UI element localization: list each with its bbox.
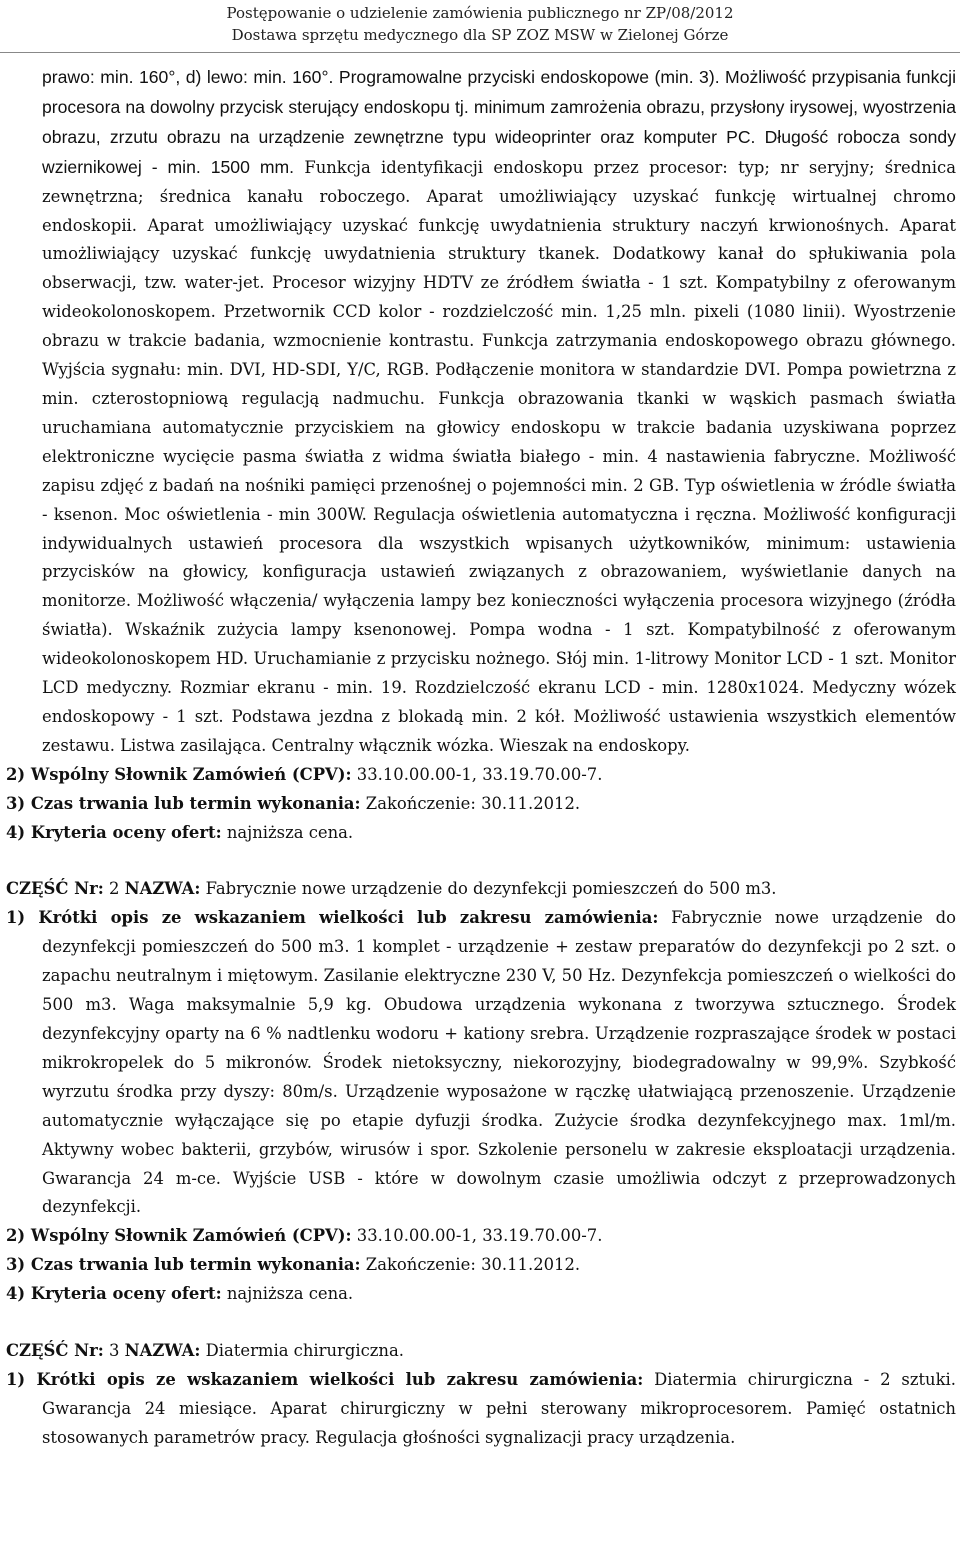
criteria-label: 4) Kryteria oceny ofert: (6, 1284, 222, 1304)
part-number: 3 (103, 1341, 125, 1361)
part2-heading (6, 875, 956, 904)
criteria-value: najniższa cena. (221, 1284, 354, 1304)
part2-cpv (6, 1222, 956, 1251)
part1-text-serif: Funkcja identyfikacji endoskopu przez procesor: typ; nr seryjny; średnica zewnętrzna; średnica kanału roboczego. Aparat umożliwiający uzyskać funkcję wirtualnej chromo endoskopii. Aparat umożliwiający uzyskać funkcję uwydatnienia struktury naczyń krwionośnych. Aparat umożliwiający uzyskać funkcję uwydatnienia struktury tkanek. Dodatkowy kanał do spłukiwania pola obserwacji, tzw. water-jet. Procesor wizyjny HDTV ze źródłem światła - 1 szt. Kompatybilny z oferowanym wideokolonoskopem. Przetwornik CCD kolor - rozdzielczość min. 1,25 mln. pixeli (1080 linii). Wyostrzenie obrazu w trakcie badania, wzmocnienie kontrastu. Funkcja zatrzymania endoskopowego obrazu głównego. Wyjścia sygnału: min. DVI, HD-SDI, Y/C, RGB. Podłączenie monitora w standardzie DVI. Pompa powietrzna z min. czterostopniową regulacją nadmuchu. Funkcja obrazowania tkanki w wąskich pasmach światła uruchamiana automatycznie przyciskiem na głowicy endoskopu w trakcie badania uzyskiwana poprzez elektroniczne wycięcie pasma światła z widma światła białego - min. 4 nastawienia fabryczne. Możliwość zapisu zdjęć z badań na nośniki pamięci przenośnej o pojemności min. 2 GB. Typ oświetlenia w źródle światła - ksenon. Moc oświetlenia - min 300W. Regulacja oświetlenia automatyczna i ręczna. Możliwość konfiguracji indywidualnych ustawień procesora dla wszystkich wpisanych użytkowników, minimum: ustawienia przycisków na głowicy, konfiguracja ustawień związanych z obrazowaniem, wyświetlanie danych na monitorze. Możliwość włączenia/ wyłączenia lampy bez konieczności wyłączenia procesora wizyjnego (źródła światła). Wskaźnik zużycia lampy ksenonowej. Pompa wodna - 1 szt. Kompatybilność z oferowanym wideokolonoskopem HD. Uruchamianie z przycisku nożnego. Słój min. 1-litrowy Monitor LCD - 1 szt. Monitor LCD medyczny. Rozmiar ekranu - min. 19. Rozdzielczość ekranu LCD - min. 1280x1024. Medyczny wózek endoskopowy - 1 szt. Podstawa jezdna z blokadą min. 2 kół. Możliwość ustawienia wszystkich elementów zestawu. Listwa zasilająca. Centralny włącznik wózka. Wieszak na endoskopy. (42, 157, 956, 755)
desc-value: Diatermia chirurgiczna - 2 sztuki. Gwarancja 24 miesiące. Aparat chirurgiczny w pełni sterowany mikroprocesorem. Pamięć ostatnich stosowanych parametrów pracy. Regulacja głośności sygnalizacji pracy urządzenia. (42, 1369, 956, 1447)
term-value: Zakończenie: 30.11.2012. (360, 1255, 581, 1275)
part2-term (6, 1251, 956, 1280)
cpv-label: 2) Wspólny Słownik Zamówień (CPV): (6, 764, 352, 784)
part1-term (6, 790, 956, 819)
part-label: CZĘŚĆ Nr: (6, 879, 104, 899)
part-label: CZĘŚĆ Nr: (6, 1341, 104, 1361)
document-body (6, 63, 956, 1453)
part3-heading (6, 1337, 956, 1366)
page-header (0, 0, 960, 46)
desc-label: 1) Krótki opis ze wskazaniem wielkości lub zakresu zamówienia: (6, 1369, 644, 1389)
name-value: Fabrycznie nowe urządzenie do dezynfekcji pomieszczeń do 500 m3. (200, 879, 777, 899)
part-number: 2 (103, 879, 125, 899)
term-label: 3) Czas trwania lub termin wykonania: (6, 793, 361, 813)
header-procedure-line: Postępowanie o udzielenie zamówienia publicznego nr ZP/08/2012 (226, 4, 734, 22)
desc-value: Fabrycznie nowe urządzenie do dezynfekcji pomieszczeń do 500 m3. 1 komplet - urządzenie + zestaw preparatów do dezynfekcji po 2 szt. o zapachu neutralnym i miętowym. Zasilanie elektryczne 230 V, 50 Hz. Dezynfekcja pomieszczeń o wielkości do 500 m3. Waga maksymalnie 5,9 kg. Obudowa urządzenia wykonana z tworzywa sztucznego. Środek dezynfekcyjny oparty na 6 % nadtlenku wodoru + kationy srebra. Urządzenie rozpraszające środek w postaci mikrokropelek do 5 mikronów. Środek nietoksyczny, niekorozyjny, biodegradowalny w 99,9%. Szybkość wyrzutu środka przy dyszy: 80m/s. Urządzenie wyposażone w rączkę ułatwiającą przenoszenie. Urządzenie automatycznie wyłączające się po etapie dyfuzji środka. Zużycie środka dezynfekcyjnego max. 1ml/m. Aktywny wobec bakterii, grzybów, wirusów i spor. Szkolenie personelu w zakresie eksploatacji urządzenia. Gwarancja 24 m-ce. Wyjście USB - które w dowolnym czasie umożliwia odczyt z przeprowadzonych dezynfekcji. (42, 908, 956, 1217)
part1-description-continuation (6, 63, 956, 761)
part1-criteria (6, 819, 956, 848)
header-subject-line: Dostawa sprzętu medycznego dla SP ZOZ MSW w Zielonej Górze (231, 26, 729, 44)
criteria-value: najniższa cena. (221, 822, 354, 842)
section-gap (6, 1309, 956, 1337)
cpv-label: 2) Wspólny Słownik Zamówień (CPV): (6, 1226, 352, 1246)
term-label: 3) Czas trwania lub termin wykonania: (6, 1255, 361, 1275)
desc-label: 1) Krótki opis ze wskazaniem wielkości lub zakresu zamówienia: (6, 908, 659, 928)
name-value: Diatermia chirurgiczna. (200, 1341, 404, 1361)
part1-text-sans: prawo: min. 160°, d) lewo: min. 160°. Programowalne przyciski endoskopowe (min. 3). Możliwość przypisania funkcji procesora na dowolny przycisk sterujący endoskopu tj. minimum zamrożenia obrazu, przysłony irysowej, wyostrzenia obrazu, zrzutu obrazu na urządzenie zewnętrzne typu wideoprinter oraz komputer PC. Długość robocza sondy wziernikowej - min. 1500 mm. (42, 67, 956, 177)
part2-description (6, 904, 956, 1222)
term-value: Zakończenie: 30.11.2012. (360, 793, 581, 813)
part2-criteria (6, 1280, 956, 1309)
part1-cpv (6, 761, 956, 790)
part3-description (6, 1366, 956, 1453)
name-label: NAZWA: (124, 879, 201, 899)
section-gap (6, 847, 956, 875)
cpv-value: 33.10.00.00-1, 33.19.70.00-7. (351, 1226, 603, 1246)
criteria-label: 4) Kryteria oceny ofert: (6, 822, 222, 842)
cpv-value: 33.10.00.00-1, 33.19.70.00-7. (351, 764, 603, 784)
name-label: NAZWA: (124, 1341, 201, 1361)
header-divider (0, 52, 960, 53)
